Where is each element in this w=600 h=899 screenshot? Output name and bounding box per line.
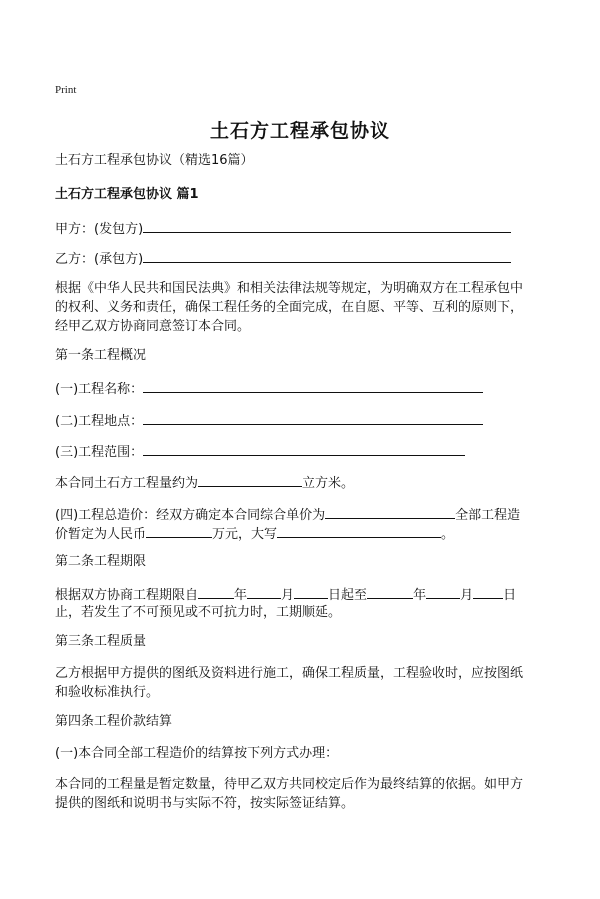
party-b-label: 乙方：(承包方) bbox=[55, 252, 144, 267]
settlement-line-2: 提供的图纸和说明书与实际不符，按实际签证结算。 bbox=[55, 796, 355, 811]
project-location-blank bbox=[143, 410, 483, 425]
article-4-heading: 第四条工程价款结算 bbox=[55, 714, 173, 729]
end-month-blank bbox=[426, 584, 460, 599]
item-project-scope bbox=[55, 441, 465, 463]
intro-line-3: 经甲乙双方协商同意签订本合同。 bbox=[55, 319, 251, 334]
item-project-scope-label: (三)工程范围： bbox=[55, 445, 144, 460]
item-project-name bbox=[55, 378, 483, 400]
start-year-blank bbox=[198, 584, 234, 599]
period-line-2: 止，若发生了不可预见或不可抗力时，工期顺延。 bbox=[55, 605, 342, 620]
start-month-label: 月 bbox=[281, 588, 295, 603]
end-month-label: 月 bbox=[460, 588, 474, 603]
section-heading: 土石方工程承包协议 篇1 bbox=[55, 187, 199, 202]
article-1-heading: 第一条工程概况 bbox=[55, 348, 147, 363]
end-year-label: 年 bbox=[413, 588, 427, 603]
article-2-heading: 第二条工程期限 bbox=[55, 554, 147, 569]
volume-line bbox=[55, 472, 354, 494]
end-day-label: 日 bbox=[503, 588, 517, 603]
start-month-blank bbox=[247, 584, 281, 599]
end-day-blank bbox=[473, 584, 503, 599]
price-line-2 bbox=[55, 523, 454, 545]
start-day-blank bbox=[294, 584, 328, 599]
volume-suffix: 立方米。 bbox=[302, 476, 355, 491]
start-day-label: 日起至 bbox=[328, 588, 368, 603]
party-b-line bbox=[55, 248, 511, 270]
item-project-location bbox=[55, 410, 483, 432]
quality-line-1: 乙方根据甲方提供的图纸及资料进行施工，确保工程质量，工程验收时，应按图纸 bbox=[55, 666, 524, 681]
party-a-line bbox=[55, 218, 511, 240]
item-project-location-label: (二)工程地点： bbox=[55, 414, 144, 429]
volume-blank bbox=[198, 472, 302, 487]
end-year-blank bbox=[367, 584, 413, 599]
intro-line-1: 根据《中华人民共和国民法典》和相关法律法规等规定，为明确双方在工程承包中 bbox=[55, 281, 524, 296]
price-line-2-prefix: 价暂定为人民币 bbox=[55, 527, 147, 542]
project-scope-blank bbox=[143, 441, 465, 456]
party-a-label: 甲方：(发包方) bbox=[55, 222, 144, 237]
project-name-blank bbox=[143, 378, 483, 393]
amount-blank bbox=[146, 523, 212, 538]
print-label[interactable]: Print bbox=[55, 84, 77, 96]
article-3-heading: 第三条工程质量 bbox=[55, 634, 147, 649]
party-b-blank bbox=[143, 248, 511, 263]
price-line-1-suffix: 全部工程造 bbox=[455, 508, 521, 523]
settlement-line-1: 本合同的工程量是暂定数量，待甲乙双方共同校定后作为最终结算的依据。如甲方 bbox=[55, 777, 524, 792]
item-project-name-label: (一)工程名称： bbox=[55, 382, 144, 397]
document-subtitle: 土石方工程承包协议（精选16篇） bbox=[55, 153, 254, 168]
period-prefix: 根据双方协商工程期限自 bbox=[55, 588, 199, 603]
intro-line-2: 的权利、义务和责任，确保工程任务的全面完成，在自愿、平等、互利的原则下， bbox=[55, 300, 524, 315]
volume-prefix: 本合同土石方工程量约为 bbox=[55, 476, 199, 491]
document-title: 土石方工程承包协议 bbox=[209, 120, 390, 142]
amount-words-blank bbox=[277, 523, 441, 538]
price-line-1-prefix: (四)工程总造价：经双方确定本合同综合单价为 bbox=[55, 508, 326, 523]
start-year-label: 年 bbox=[234, 588, 248, 603]
price-line-2-mid: 万元，大写 bbox=[212, 527, 278, 542]
settlement-item-1: (一)本合同全部工程造价的结算按下列方式办理： bbox=[55, 746, 339, 761]
quality-line-2: 和验收标准执行。 bbox=[55, 685, 160, 700]
price-line-2-suffix: 。 bbox=[441, 527, 455, 542]
party-a-blank bbox=[143, 218, 511, 233]
unit-price-blank bbox=[325, 504, 455, 519]
